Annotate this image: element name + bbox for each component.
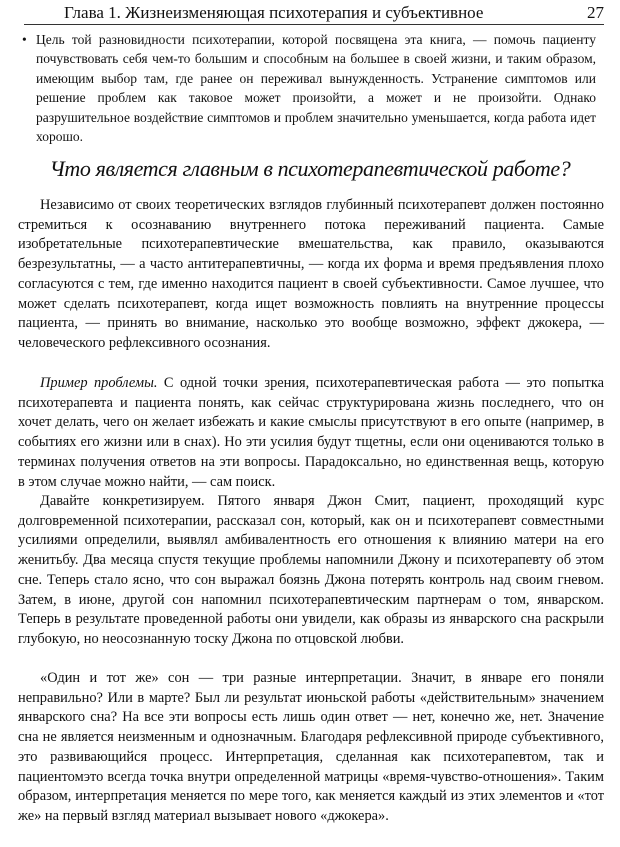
example-lead-in: Пример проблемы. <box>40 375 158 391</box>
bullet-icon: • <box>22 32 27 47</box>
paragraph-2-text <box>18 374 604 492</box>
bullet-text: Цель той разновидности психотерапии, которой посвящена эта книга, — помочь пациенту почувствовать себя чем-то большим и способным на большее в своей жизни, и таким образом, имеющим выбор там, где ранее он переживал вынужденность. Устранение симптомов или решение проблем как таковое может произойти, а может и не произойти. Однако разрушительное воздействие симптомов и проблем значительно уменьшается, когда работа идет хорошо. <box>36 32 596 145</box>
paragraph-4-text: «Один и тот же» сон — три разные интерпретации. Значит, в январе его поняли неправильно? Или в марте? Был ли результат июньской работы «действительным» значением январского сна? На все эти вопросы есть лишь один ответ — нет, конечно же, нет. Значение сна не является неизменным и однозначным. Благодаря рефлексивной природе субъективного, это развивающийся процесс. Интерпретация, сделанная как психотерапевтом, так и пациентомэто всегда точка внутри определенной матрицы «время-чувство-отношения». Таким образом, интерпретация меняется по мере того, как меняется каждый из этих элементов и «тот же» на первый взгляд материал вызывает нового «джокера». <box>18 670 604 824</box>
section-heading: Что является главным в психотерапевтической работе? <box>49 156 571 181</box>
chapter-title: Глава 1. Жизнеизменяющая психотерапия и субъективное <box>64 3 484 22</box>
paragraph-2-body: С одной точки зрения, психотерапевтическая работа — это попытка психотерапевта и пациента понять, как сейчас структурирована жизнь последнего, что он хочет делать, чего он желает избежать и какие смыслы присутствуют в его опыте (например, в событиях его жизни или в снах). Но эти усилия будут тщетны, если они оцениваются только в терминах получения ответов на эти вопросы. Парадоксально, но единственная вещь, которую в этом случае можно найти, — сам поиск. <box>18 375 604 490</box>
header-rule <box>24 24 604 25</box>
paragraph-3-text: Давайте конкретизируем. Пятого января Джон Смит, пациент, проходящий курс долговременной психотерапии, рассказал сон, который, как он и психотерапевт совместными усилиями определили, выявлял амбивалентность его отношения к влиянию матери на его женитьбу. Два месяца спустя текущие проблемы напомнили Джону и психотерапевту об этом сне. Теперь стало ясно, что сон выражал боязнь Джона потерять контроль над своим гневом. Затем, в июне, другой сон напомнил психотерапевтическим партнерам о том, январском. Теперь в результате проведенной работы они увидели, как образы из январского сна раскрыли глубокую, но неосознанную тоску Джона по отцовской любви. <box>18 493 604 647</box>
bullet-paragraph <box>22 30 596 146</box>
paragraph-4 <box>18 669 604 827</box>
running-head <box>64 2 604 24</box>
paragraph-1-text: Независимо от своих теоретических взглядов глубинный психотерапевт должен постоянно стремиться к осознаванию внутреннего потока переживаний пациента. Самые изобретательные психотерапевтические вмешательства, как правило, оказываются безрезультатны, — а часто антитерапевтичны, — когда их форма и время предъявления плохо согласуются с тем, где именно находится пациент в своей субъективности. Самое лучшее, что может сделать психотерапевт, когда ищет возможность повлиять на внутренние процессы пациента, — принять во внимание, насколько это вообще возможно, эффект джокера, — человеческого рефлексивного осознания. <box>18 197 604 351</box>
page-number: 27 <box>587 3 604 22</box>
paragraph-3 <box>18 492 604 650</box>
paragraph-1 <box>18 196 604 354</box>
paragraph-2 <box>18 374 604 492</box>
